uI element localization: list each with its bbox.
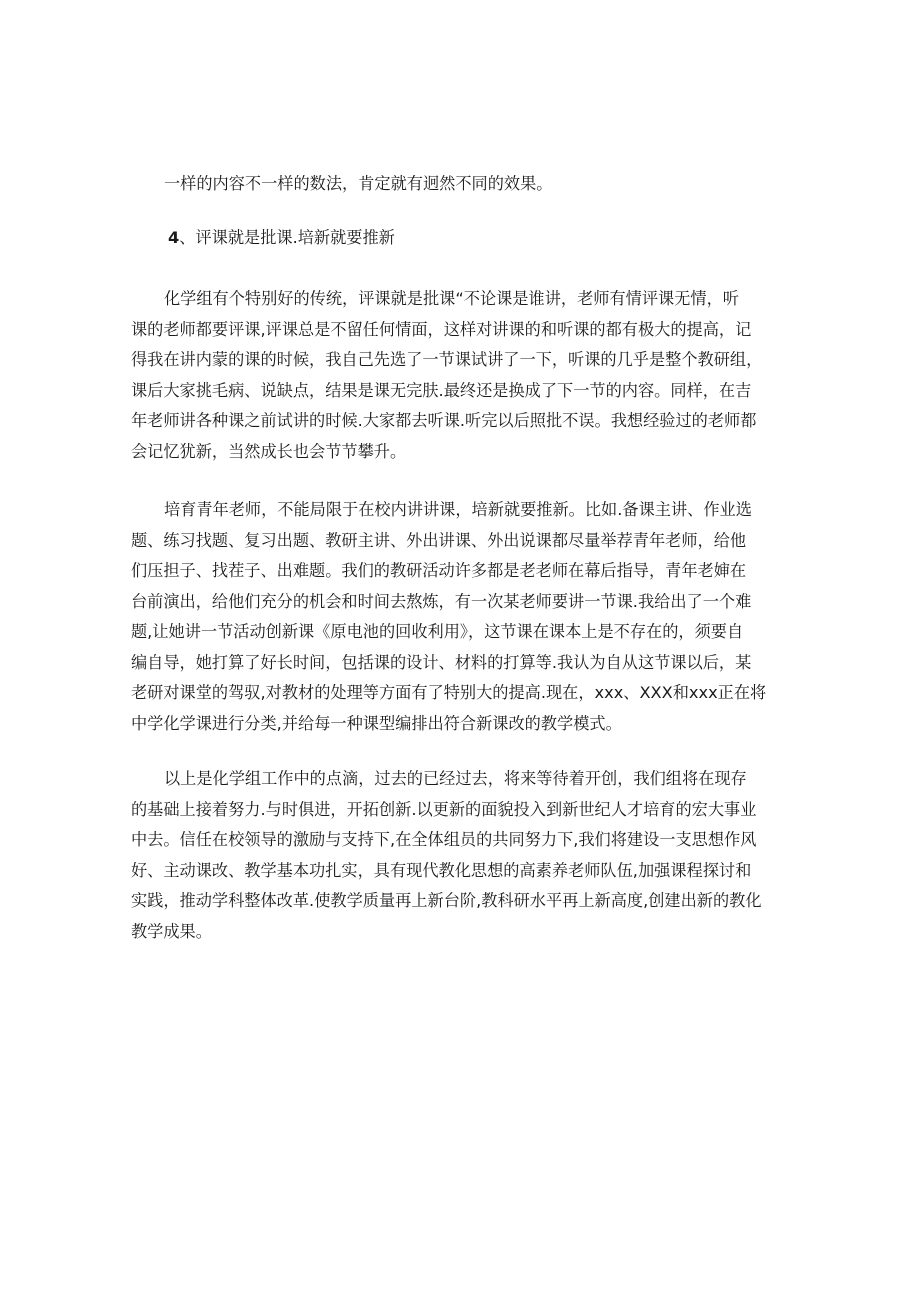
paragraph-line: 实践，推动学科整体改革.使教学质量再上新台阶,教科研水平再上新高度,创建出新的教化 — [131, 891, 762, 910]
paragraph-line: 中去。信任在校领导的激励与支持下,在全体组员的共同努力下,我们将建设一支思想作风 — [131, 830, 757, 849]
paragraph-line: 课的老师都要评课,评课总是不留任何情面，这样对讲课的和听课的都有极大的提高，记 — [131, 319, 752, 339]
paragraph-line: 得我在讲内蒙的课的时候，我自己先选了一节课试讲了一下，听课的几乎是整个教研组， — [131, 350, 763, 369]
paragraph-line: 中学化学课进行分类,并给每一种课型编排出符合新课改的教学模式。 — [131, 713, 622, 733]
paragraph-line: 年老师讲各种课之前试讲的时候.大家都去听课.听完以后照批不误。我想经验过的老师都 — [131, 411, 757, 430]
paragraph-line: 台前演出，给他们充分的机会和时间去熬炼，有一次某老师要讲一节课.我给出了一个难 — [131, 591, 752, 611]
paragraph-line: 以上是化学组工作中的点滴，过去的已经过去，将来等待着开创，我们组将在现存 — [164, 769, 747, 788]
paragraph-line: 好、主动课改、教学基本功扎实，具有现代教化思想的高素养老师队伍,加强课程探讨和 — [131, 860, 752, 880]
paragraph-line: 会记忆犹新，当然成长也会节节攀升。 — [131, 441, 407, 461]
paragraph-conclusion — [131, 764, 787, 947]
paragraph-line: 教学成果。 — [131, 921, 212, 941]
paragraph-line: 培育青年老师，不能局限于在校内讲讲课，培新就要推新。比如.备课主讲、作业选 — [164, 500, 752, 519]
paragraph-line: 化学组有个特别好的传统，评课就是批课“不论课是谁讲，老师有情评课无情，听 — [164, 289, 739, 308]
paragraph-line: 课后大家挑毛病、说缺点，结果是课无完肤.最终还是换成了下一节的内容。同样，在吉 — [131, 380, 752, 400]
paragraph-line: 们压担子、找茬子、出难题。我们的教研活动许多都是老老师在幕后指导，青年老婶在 — [131, 561, 747, 580]
document-body — [131, 169, 787, 947]
intro-line: 一样的内容不一样的数法，肯定就有迥然不同的效果。 — [164, 174, 553, 193]
paragraph-tradition — [131, 284, 787, 467]
paragraph-line: 编自导，她打算了好长时间，包括课的设计、材料的打算等.我认为自从这节课以后，某 — [131, 652, 752, 672]
paragraph-line: 题,让她讲一节活动创新课《原电池的回收利用》，这节课在课本上是不存在的，须要自 — [131, 622, 744, 641]
section-title: 、评课就是批课.培新就要推新 — [179, 227, 395, 247]
paragraph-young-teachers — [131, 495, 787, 739]
paragraph-line: 题、练习找题、复习出题、教研主讲、外出讲课、外出说课都尽量举荐青年老师，给他 — [131, 530, 747, 550]
section-number: 4 — [168, 227, 180, 247]
paragraph-line: 的基础上接着努力.与时俱进，开拓创新.以更新的面貌投入到新世纪人才培育的宏大事业 — [131, 799, 757, 819]
section-heading — [131, 223, 787, 254]
paragraph-line: 老研对课堂的驾驭,对教材的处理等方面有了特别大的提高.现在，xxx、XXX和xxx正在将 — [131, 683, 767, 702]
